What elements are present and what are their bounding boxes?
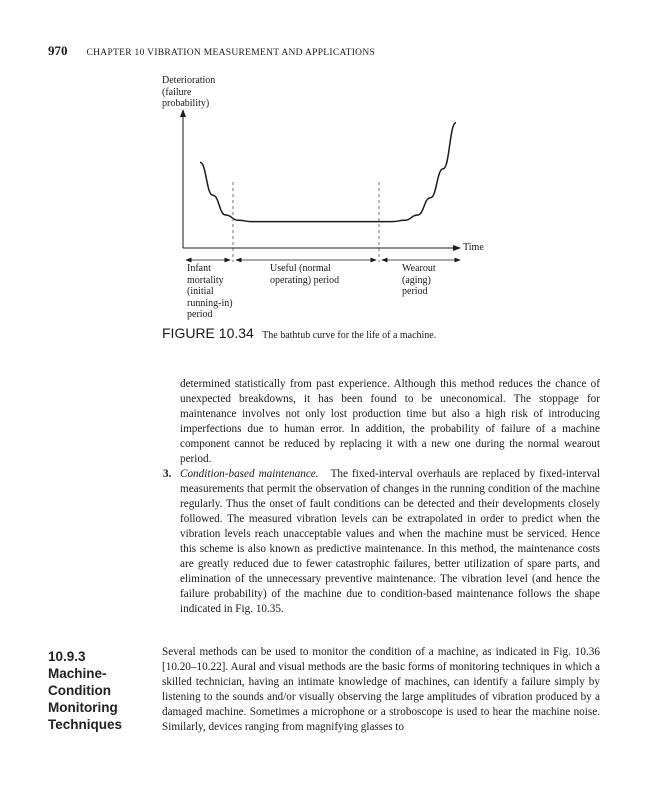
section-number: 10.9.3: [48, 649, 86, 664]
y-axis-label: Deterioration (failure probability): [162, 75, 216, 109]
section-heading: 10.9.3 Machine- Condition Monitoring Techniques: [48, 648, 148, 733]
caption-label: FIGURE 10.34: [162, 325, 254, 341]
section-paragraph: Several methods can be used to monitor the condition of a machine, as indicated in Fig. 10.36 [10.20–10.22]. Aural and visual methods are the basic forms of monitoring techniques in which a skilled technician, having an intimate knowledge of machines, can identify a failure simply by listening to the sounds and/or visually observing the large amplitudes of vibration produced by a damaged machine. Sometimes a microphone or a stroboscope is used to hear the machine noise. Similarly, devices ranging from magnifying glasses to: [162, 646, 600, 733]
list-item-text: Condition-based maintenance. The fixed-interval overhauls are replaced by fixed-interval measurements that permit the observation of changes in the running condition of the machine regularly. Thus the onset of fault conditions can be detected and their developments closely followed. The measured vibration levels can be extrapolated in order to predict when the vibration levels reach unacceptable values and when the machine must be serviced. Hence this scheme is also known as predictive maintenance. In this method, the maintenance costs are greatly reduced due to fewer catastrophic failures, better utilization of spare parts, and elimination of the unnecessary preventive maintenance. The vibration level (and hence the failure probability) of the machine due to condition-based maintenance follows the shape indicated in Fig. 10.35.: [180, 468, 600, 615]
list-item-3: [163, 467, 600, 617]
period-label-wearout: Wearout (aging) period: [402, 263, 436, 297]
running-title: CHAPTER 10 VIBRATION MEASUREMENT AND APPLICATIONS: [86, 48, 376, 58]
page-header: [48, 43, 375, 59]
caption-text: The bathtub curve for the life of a machine.: [262, 330, 437, 341]
period-label-useful: Useful (normal operating) period: [270, 263, 340, 286]
bathtub-curve: [200, 123, 456, 222]
body-paragraph: determined statistically from past experience. Although this method reduces the chance of unexpected breakdowns, it has been found to be uneconomical. The stoppage for maintenance involves not only lost production time but also a high risk of introducing imperfections due to human error. In addition, the probability of failure of a machine component cannot be reduced by replacing it with a new one during the normal wearout period.: [180, 378, 600, 465]
page-number: 970: [48, 43, 68, 58]
bathtub-figure: [150, 72, 490, 332]
figure-caption: [162, 325, 436, 341]
period-label-infant: Infant mortality (initial running-in) period: [187, 263, 233, 320]
x-axis-label: Time: [463, 242, 484, 253]
list-item-title: Condition-based maintenance.: [180, 468, 319, 480]
list-item-number: 3.: [163, 468, 172, 480]
